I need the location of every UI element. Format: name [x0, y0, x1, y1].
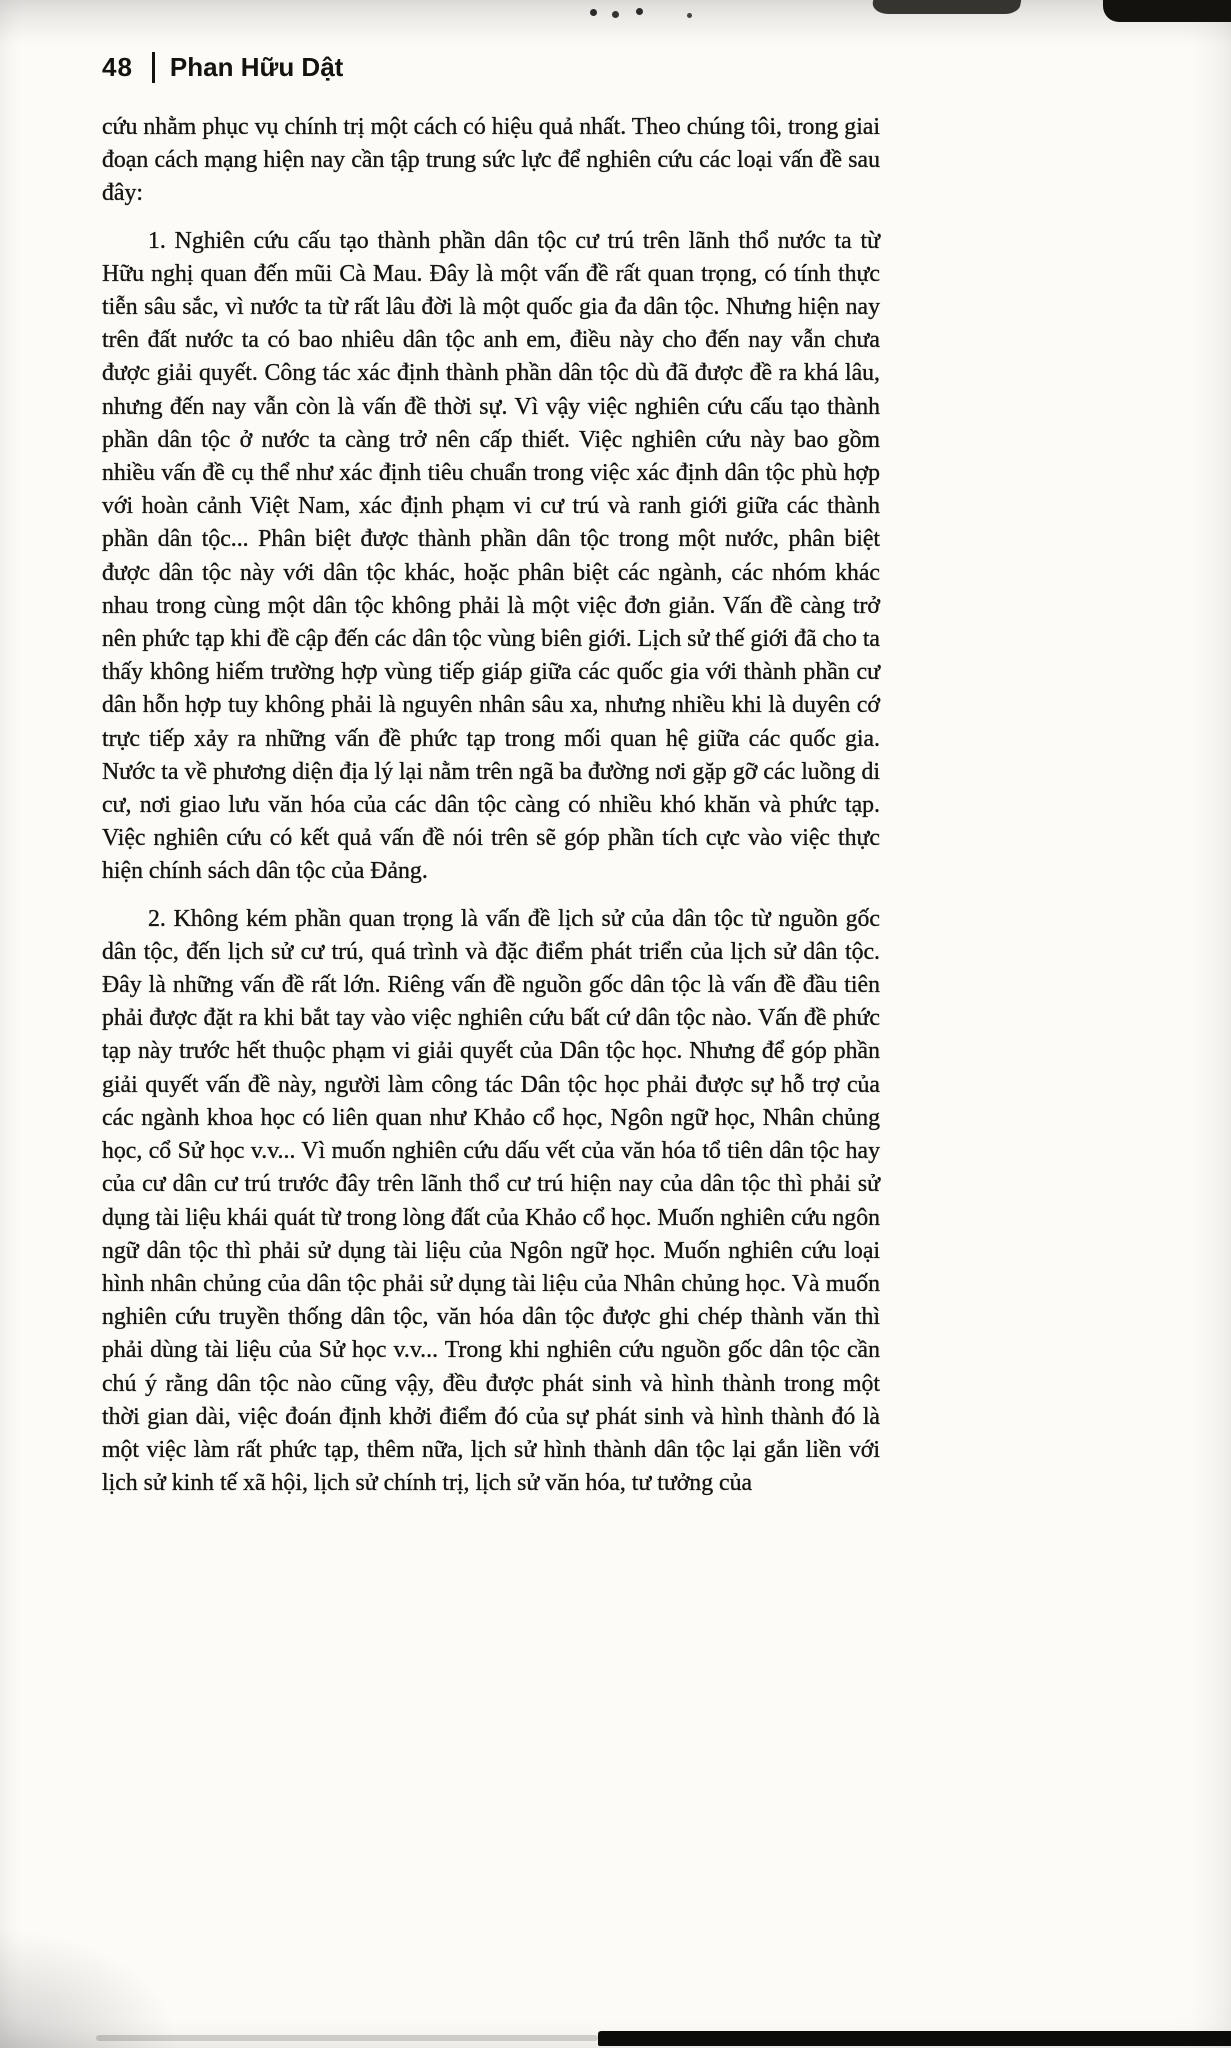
paragraph-continuation: cứu nhằm phục vụ chính trị một cách có hiệu quả nhất. Theo chúng tôi, trong giai đoạn cách mạng hiện nay cần tập trung sức lực để nghiên cứu các loại vấn đề sau đây:	[102, 114, 880, 207]
scan-smudge-top-right-corner	[1103, 0, 1231, 22]
scan-edge-bar-bottom-right	[598, 2031, 1231, 2046]
running-head-author: Phan Hữu Dật	[169, 52, 344, 82]
page-header	[102, 52, 343, 83]
header-divider	[152, 52, 155, 83]
scan-smudge-top-middle	[871, 0, 1021, 14]
page-number: 48	[102, 52, 133, 82]
scan-edge-bar-bottom-left	[96, 2035, 598, 2041]
scan-shadow-top	[0, 0, 1231, 46]
paragraph-item-2: 2. Không kém phần quan trọng là vấn đề lịch sử của dân tộc từ nguồn gốc dân tộc, đến lịch sử cư trú, quá trình và đặc điểm phát triển của lịch sử dân tộc. Đây là những vấn đề rất lớn. Riêng vấn đề nguồn gốc dân tộc là vấn đề đầu tiên phải được đặt ra khi bắt tay vào việc nghiên cứu bất cứ dân tộc nào. Vấn đề phức tạp này trước hết thuộc phạm vi giải quyết của Dân tộc học. Nhưng để góp phần giải quyết vấn đề này, người làm công tác Dân tộc học phải được sự hỗ trợ của các ngành khoa học có liên quan như Khảo cổ học, Ngôn ngữ học, Nhân chủng học, cổ Sử học v.v... Vì muốn nghiên cứu dấu vết của văn hóa tổ tiên dân tộc hay của cư dân cư trú trước đây trên lãnh thổ cư trú hiện nay của dân tộc thì phải sử dụng tài liệu khái quát từ trong lòng đất của Khảo cổ học. Muốn nghiên cứu ngôn ngữ dân tộc thì phải sử dụng tài liệu của Ngôn ngữ học. Muốn nghiên cứu loại hình nhân chủng của dân tộc phải sử dụng tài liệu của Nhân chủng học. Và muốn nghiên cứu truyền thống dân tộc, văn hóa dân tộc được ghi chép thành văn thì phải dùng tài liệu của Sử học v.v... Trong khi nghiên cứu nguồn gốc dân tộc cần chú ý rằng dân tộc nào cũng vậy, đều được phát sinh và hình thành trong một thời gian dài, việc đoán định khởi điểm đó của sự phát sinh và hình thành đó là một việc làm rất phức tạp, thêm nữa, lịch sử hình thành dân tộc lại gắn liền với lịch sử kinh tế xã hội, lịch sử chính trị, lịch sử văn hóa, tư tưởng của	[102, 905, 880, 1497]
page-body	[102, 111, 880, 1500]
paragraph-item-1: 1. Nghiên cứu cấu tạo thành phần dân tộc cư trú trên lãnh thổ nước ta từ Hữu nghị quan đến mũi Cà Mau. Đây là một vấn đề rất quan trọng, có tính thực tiễn sâu sắc, vì nước ta từ rất lâu đời là một quốc gia đa dân tộc. Nhưng hiện nay trên đất nước ta có bao nhiêu dân tộc anh em, điều này cho đến nay vẫn chưa được giải quyết. Công tác xác định thành phần dân tộc dù đã được đề ra khá lâu, nhưng đến nay vẫn còn là vấn đề thời sự. Vì vậy việc nghiên cứu cấu tạo thành phần dân tộc ở nước ta càng trở nên cấp thiết. Việc nghiên cứu này bao gồm nhiều vấn đề cụ thể như xác định tiêu chuẩn trong việc xác định dân tộc phù hợp với hoàn cảnh Việt Nam, xác định phạm vi cư trú và ranh giới giữa các thành phần dân tộc... Phân biệt được thành phần dân tộc trong một nước, phân biệt được dân tộc này với dân tộc khác, hoặc phân biệt các ngành, các nhóm khác nhau trong cùng một dân tộc không phải là một việc đơn giản. Vấn đề càng trở nên phức tạp khi đề cập đến các dân tộc vùng biên giới. Lịch sử thế giới đã cho ta thấy không hiếm trường hợp vùng tiếp giáp giữa các quốc gia với thành phần cư dân hỗn hợp tuy không phải là nguyên nhân sâu xa, nhưng nhiều khi là duyên cớ trực tiếp xảy ra những vấn đề phức tạp trong mối quan hệ giữa các quốc gia. Nước ta về phương diện địa lý lại nằm trên ngã ba đường nơi gặp gỡ các luồng di cư, nơi giao lưu văn hóa của các dân tộc càng có nhiều khó khăn và phức tạp. Việc nghiên cứu có kết quả vấn đề nói trên sẽ góp phần tích cực vào việc thực hiện chính sách dân tộc của Đảng.	[102, 227, 880, 885]
scan-shadow-bottom-left-corner	[0, 1928, 180, 2048]
scan-speckle-dots	[590, 9, 597, 16]
